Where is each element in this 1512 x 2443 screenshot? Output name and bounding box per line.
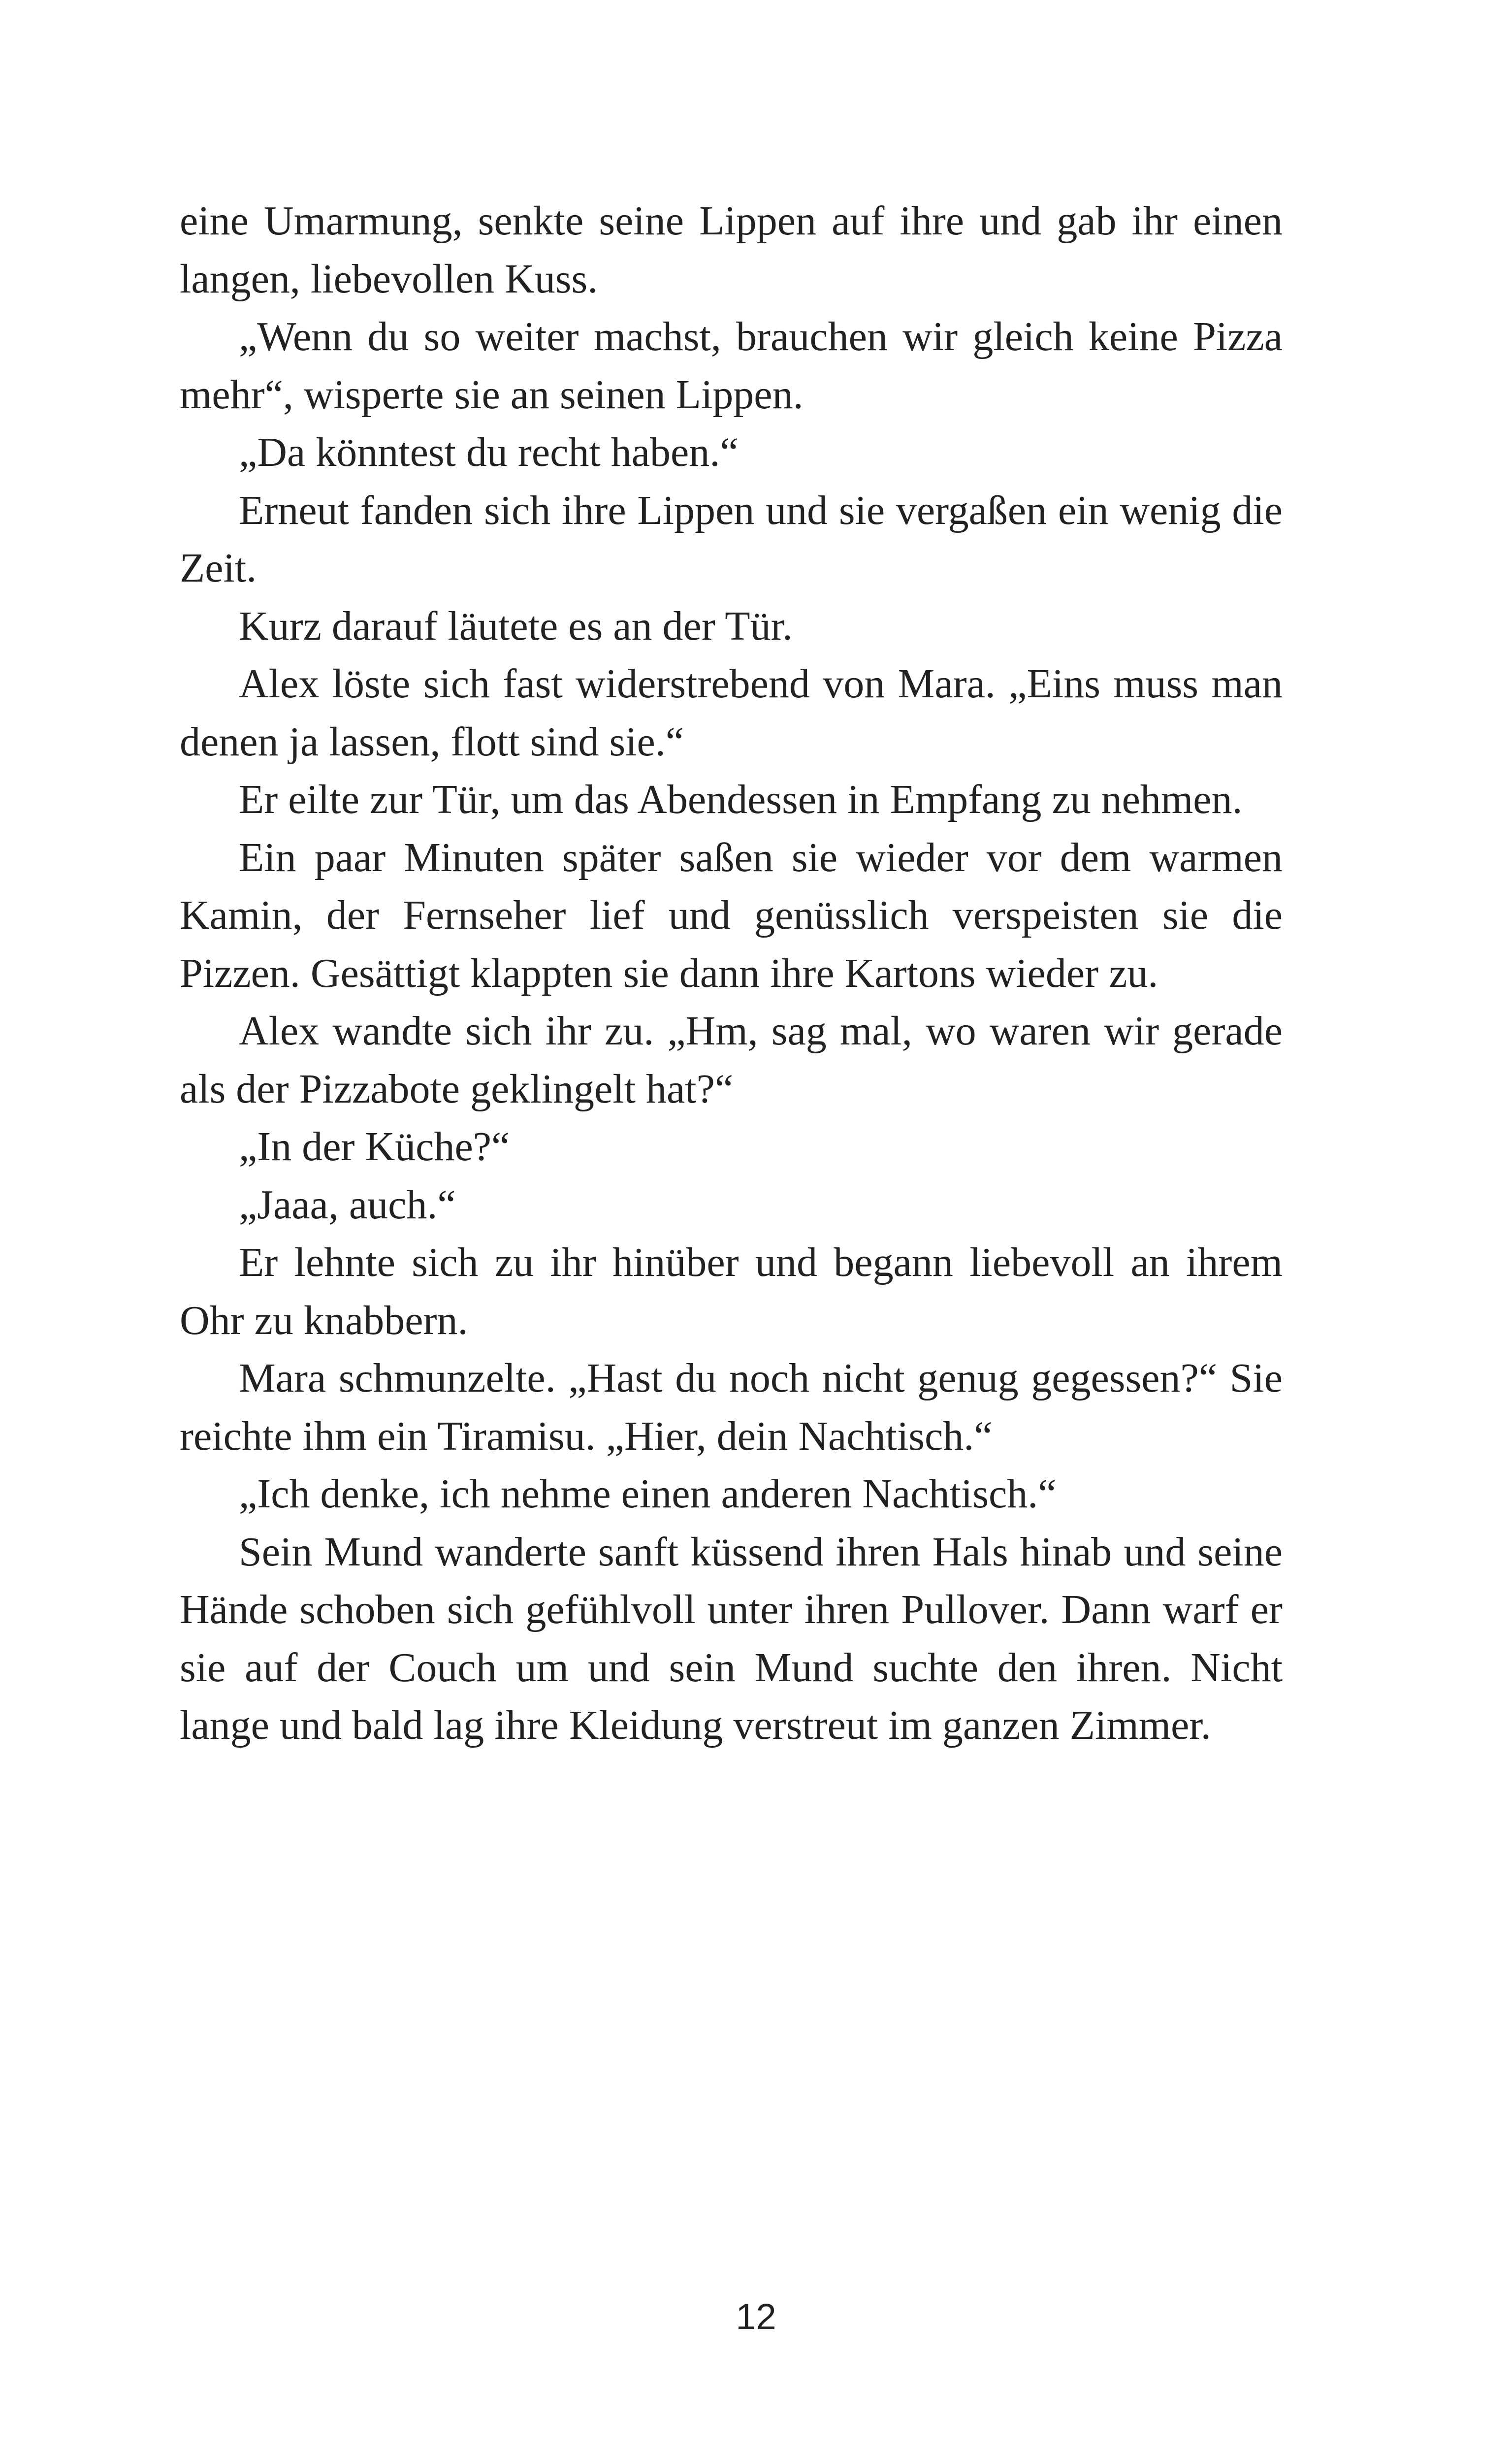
paragraph: Alex löste sich fast widerstrebend von Mara. „Eins muss man denen ja lassen, flott sind sie.“ — [180, 661, 1283, 765]
paragraph: Sein Mund wanderte sanft küssend ihren Hals hinab und seine Hände schoben sich gefühlvoll unter ihren Pullover. Dann warf er sie auf der Couch um und sein Mund suchte den ihren. Nicht lange und bald lag ihre Kleidung verstreut im ganzen Zimmer. — [180, 1529, 1283, 1748]
paragraph: Er lehnte sich zu ihr hinüber und begann liebevoll an ihrem Ohr zu knabbern. — [180, 1239, 1283, 1343]
paragraph: eine Umarmung, senkte seine Lippen auf ihre und gab ihr einen langen, liebevollen Kuss. — [180, 198, 1283, 302]
paragraph: „Jaaa, auch.“ — [239, 1181, 456, 1228]
paragraph: Erneut fanden sich ihre Lippen und sie vergaßen ein wenig die Zeit. — [180, 487, 1283, 591]
paragraph: Er eilte zur Tür, um das Abendessen in Empfang zu nehmen. — [239, 777, 1243, 822]
paragraph: Kurz darauf läutete es an der Tür. — [239, 603, 793, 649]
paragraph: „Ich denke, ich nehme einen anderen Nachtisch.“ — [239, 1471, 1057, 1517]
paragraph: „In der Küche?“ — [239, 1124, 510, 1170]
paragraph: Alex wandte sich ihr zu. „Hm, sag mal, wo waren wir gerade als der Pizzabote geklingelt hat?“ — [180, 1008, 1283, 1112]
body-text — [180, 192, 1283, 1755]
paragraph: „Da könntest du recht haben.“ — [239, 429, 739, 475]
paragraph: Mara schmunzelte. „Hast du noch nicht genug gegessen?“ Sie reichte ihm ein Tiramisu. „Hier, dein Nachtisch.“ — [180, 1355, 1283, 1459]
page-number: 12 — [736, 2296, 776, 2337]
paragraph: „Wenn du so weiter machst, brauchen wir gleich keine Pizza mehr“, wisperte sie an seinen Lippen. — [180, 314, 1283, 418]
paragraph: Ein paar Minuten später saßen sie wieder vor dem warmen Kamin, der Fernseher lief und genüsslich verspeisten sie die Pizzen. Gesättigt klappten sie dann ihre Kartons wieder zu. — [180, 834, 1283, 996]
